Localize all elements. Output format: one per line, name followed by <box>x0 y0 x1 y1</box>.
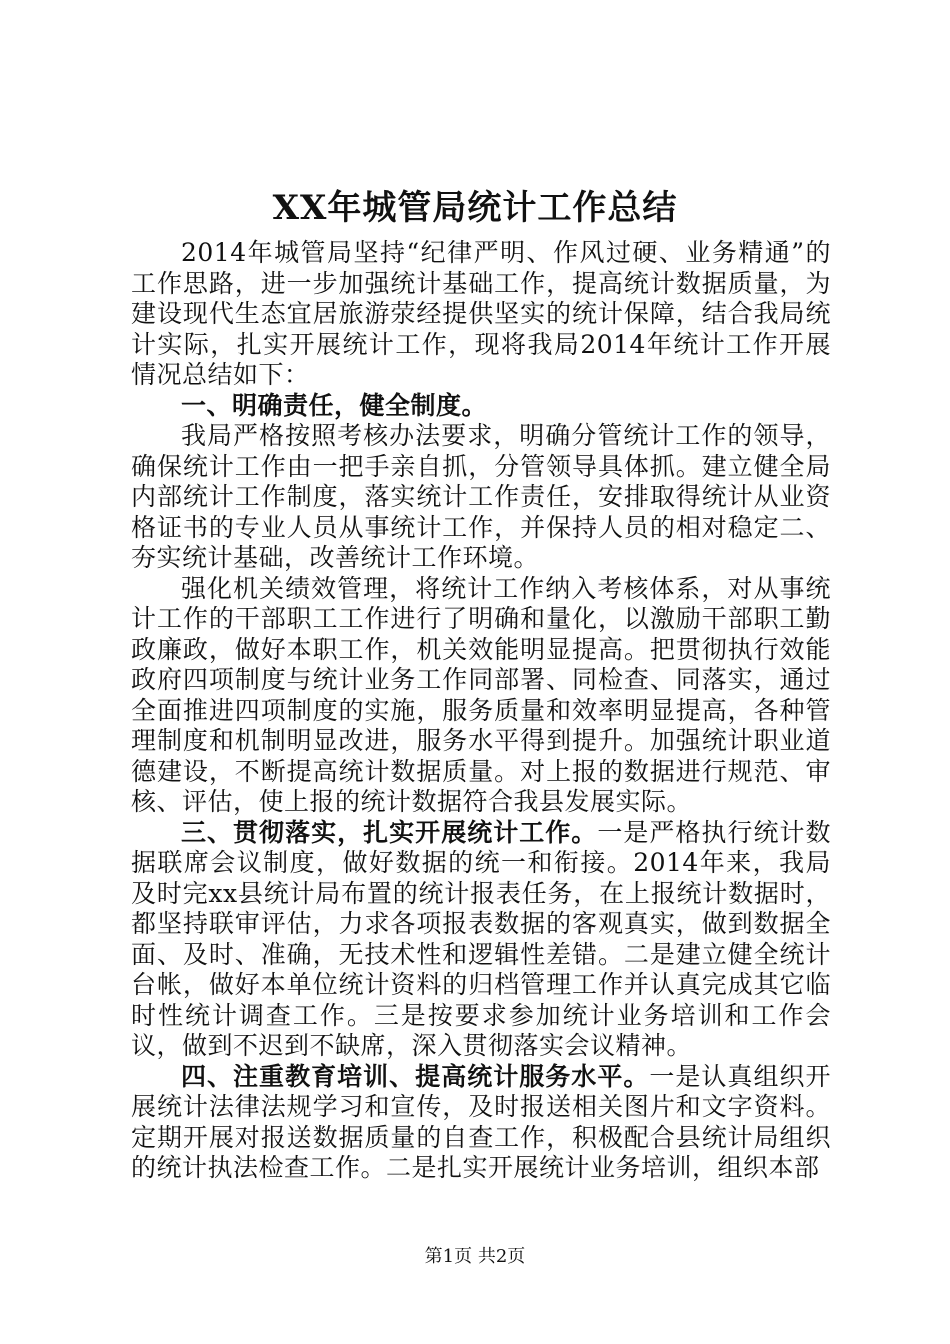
document-body <box>131 238 831 1184</box>
section-4-paragraph <box>131 1062 831 1184</box>
section-1-paragraph: 我局严格按照考核办法要求，明确分管统计工作的领导，确保统计工作由一把手亲自抓，分管领导具体抓。建立健全局内部统计工作制度，落实统计工作责任，安排取得统计从业资格证书的专业人员从事统计工作，并保持人员的相对稳定二、夯实统计基础，改善统计工作环境。 <box>131 421 831 572</box>
section-3-text: 一是严格执行统计数据联席会议制度，做好数据的统一和衔接。2014年来，我局及时完xx县统计局布置的统计报表任务，在上报统计数据时，都坚持联审评估，力求各项报表数据的客观真实，做到数据全面、及时、准确，无技术性和逻辑性差错。二是建立健全统计台帐，做好本单位统计资料的归档管理工作并认真完成其它临时性统计调查工作。三是按要求参加统计业务培训和工作会议，做到不迟到不缺席，深入贯彻落实会议精神。 <box>131 817 831 1060</box>
section-4-text: 一是认真组织开展统计法律法规学习和宣传，及时报送相关图片和文字资料。定期开展对报送数据质量的自查工作，积极配合县统计局组织的统计执法检查工作。二是扎实开展统计业务培训，组织本部 <box>131 1061 831 1182</box>
intro-paragraph: 2014年城管局坚持“纪律严明、作风过硬、业务精通”的工作思路，进一步加强统计基础工作，提高统计数据质量，为建设现代生态宜居旅游荥经提供坚实的统计保障，结合我局统计实际，扎实开展统计工作，现将我局2014年统计工作开展情况总结如下： <box>131 238 831 389</box>
section-3-paragraph <box>131 818 831 1062</box>
document-title: XX年城管局统计工作总结 <box>272 188 678 228</box>
section-2-paragraph: 强化机关绩效管理，将统计工作纳入考核体系，对从事统计工作的干部职工工作进行了明确和量化，以激励干部职工勤政廉政，做好本职工作，机关效能明显提高。把贯彻执行效能政府四项制度与统计业务工作同部署、同检查、同落实，通过全面推进四项制度的实施，服务质量和效率明显提高，各种管理制度和机制明显改进，服务水平得到提升。加强统计职业道德建设，不断提高统计数据质量。对上报的数据进行规范、审核、评估，使上报的统计数据符合我县发展实际。 <box>131 573 831 816</box>
section-1-heading: 一、明确责任，健全制度。 <box>181 390 488 420</box>
section-4-heading: 四、注重教育培训、提高统计服务水平。 <box>181 1061 650 1091</box>
page-number: 第1页 共2页 <box>424 1246 526 1267</box>
section-3-heading: 三、贯彻落实，扎实开展统计工作。 <box>181 817 598 847</box>
